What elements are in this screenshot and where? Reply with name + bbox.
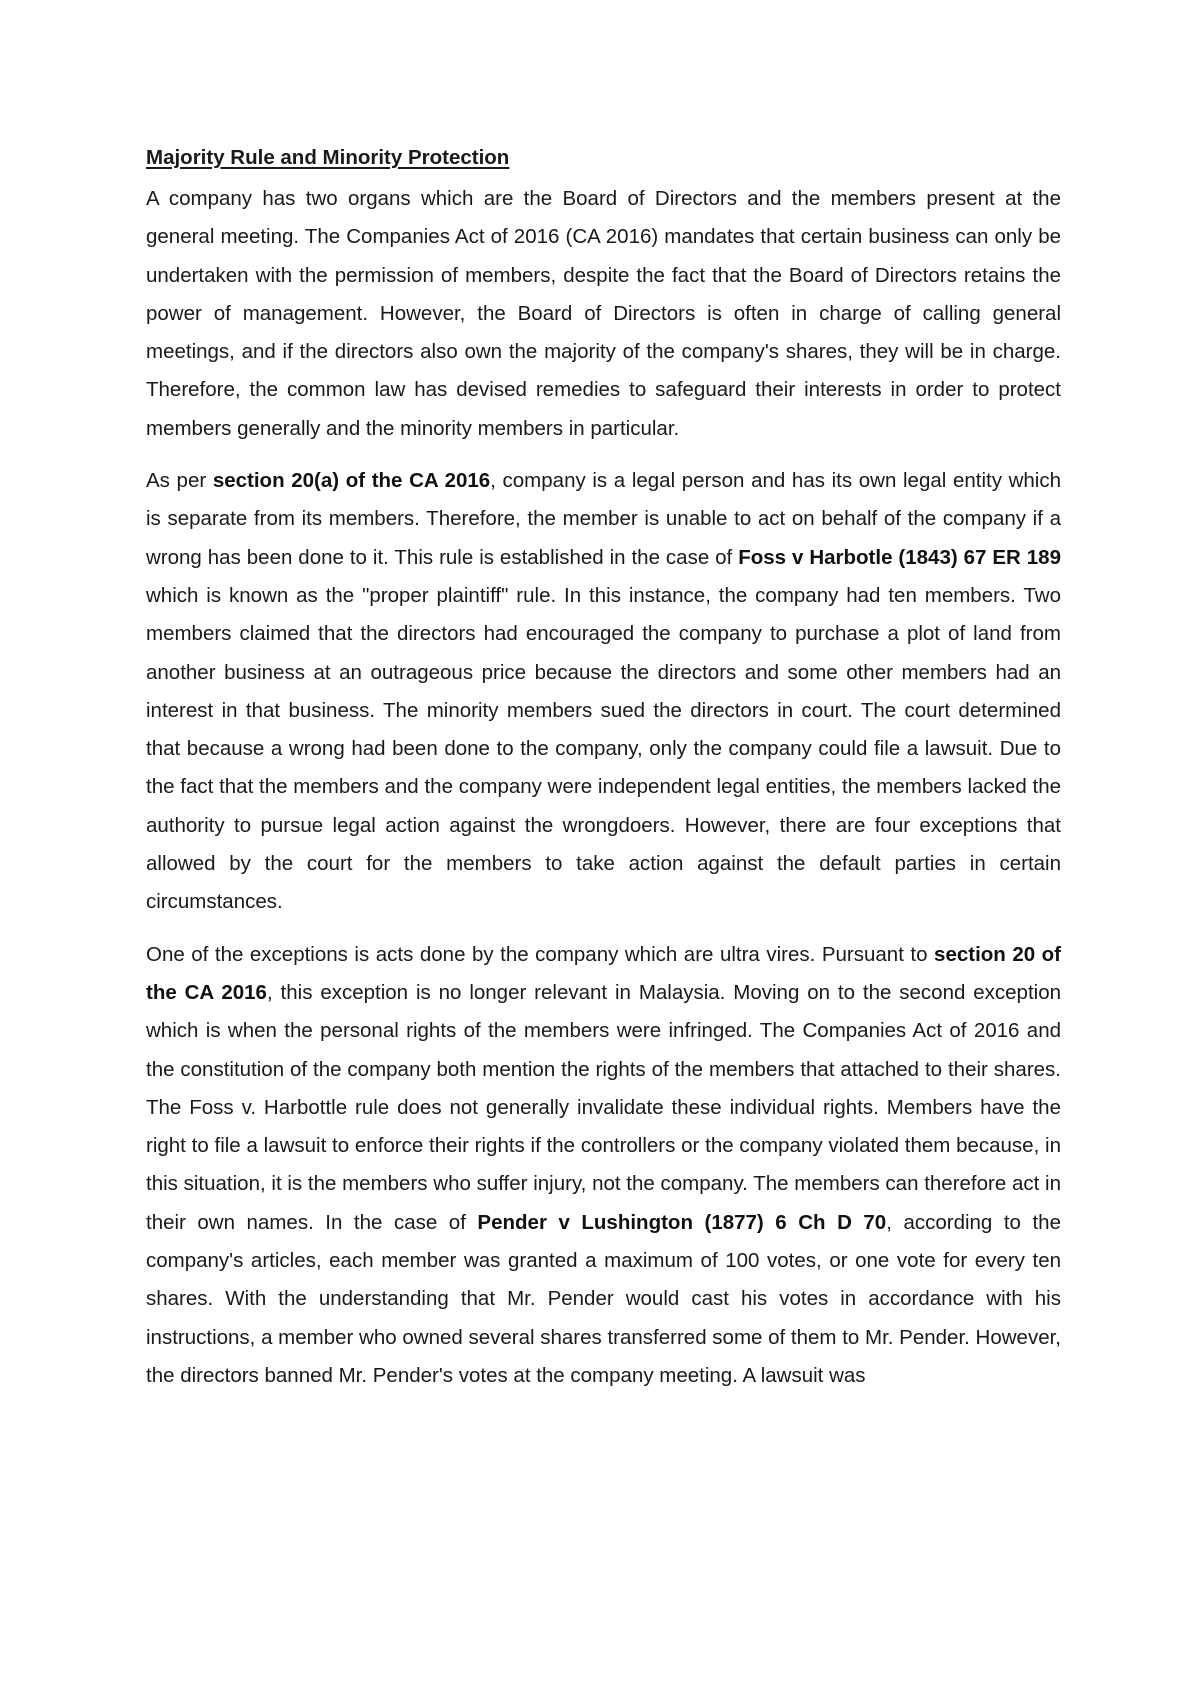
paragraph-3-run-1: One of the exceptions is acts done by the company which are ultra vires. Pursuant to	[146, 942, 935, 966]
paragraph-2-run-3: , company is a legal person and has its own legal entity which is separate from its members. Therefore, the member is unable to act on behalf of the company if a wrong has been done to it. This rule is established in the case of	[146, 469, 1061, 569]
statute-reference-section-20a: section 20(a) of the CA 2016	[212, 469, 491, 493]
paragraph-3-run-3: , this exception is no longer relevant in Malaysia. Moving on to the second exception which is when the personal rights of the members were infringed. The Companies Act of 2016 and the constitution of the company both mention the rights of the members that attached to their shares. The Foss v. Harbottle rule does not generally invalidate these individual rights. Members have the right to file a lawsuit to enforce their rights if the controllers or the company violated them because, in this situation, it is the members who suffer injury, not the company. The members can therefore act in their own names. In the case of	[146, 980, 1062, 1234]
statute-reference-section-20: section 20 of the CA 2016	[146, 942, 1062, 1004]
paragraph-1-text: A company has two organs which are the Board of Directors and the members present at the general meeting. The Companies Act of 2016 (CA 2016) mandates that certain business can only be undertaken with the permission of members, despite the fact that the Board of Directors retains the power of management. However, the Board of Directors is often in charge of calling general meetings, and if the directors also own the majority of the company's shares, they will be in charge. Therefore, the common law has devised remedies to safeguard their interests in order to protect members generally and the minority members in particular.	[146, 187, 1061, 440]
case-citation-foss-v-harbotle: Foss v Harbotle (1843) 67 ER 189	[738, 545, 1061, 569]
paragraph-2-run-1: As per	[146, 469, 213, 493]
paragraph-3-run-5: , according to the company's articles, each member was granted a maximum of 100 votes, or one vote for every ten shares. With the understanding that Mr. Pender would cast his votes in accordance with his instructions, a member who owned several shares transferred some of them to Mr. Pender. However, the directors banned Mr. Pender's votes at the company meeting. A lawsuit was	[146, 1210, 1061, 1387]
paragraph-1	[146, 180, 1061, 448]
paragraph-2-run-5: which is known as the "proper plaintiff" rule. In this instance, the company had ten members. Two members claimed that the directors had encouraged the company to purchase a plot of land from another business at an outrageous price because the directors and some other members had an interest in that business. The minority members sued the directors in court. The court determined that because a wrong had been done to the company, only the company could file a lawsuit. Due to the fact that the members and the company were independent legal entities, the members lacked the authority to pursue legal action against the wrongdoers. However, there are four exceptions that allowed by the court for the members to take action against the default parties in certain circumstances.	[146, 583, 1061, 914]
case-citation-pender-v-lushington: Pender v Lushington (1877) 6 Ch D 70	[477, 1210, 887, 1234]
document-body	[146, 143, 1061, 1409]
paragraph-3	[146, 936, 1061, 1396]
paragraph-2	[146, 462, 1061, 922]
document-title: Majority Rule and Minority Protection	[146, 146, 510, 169]
